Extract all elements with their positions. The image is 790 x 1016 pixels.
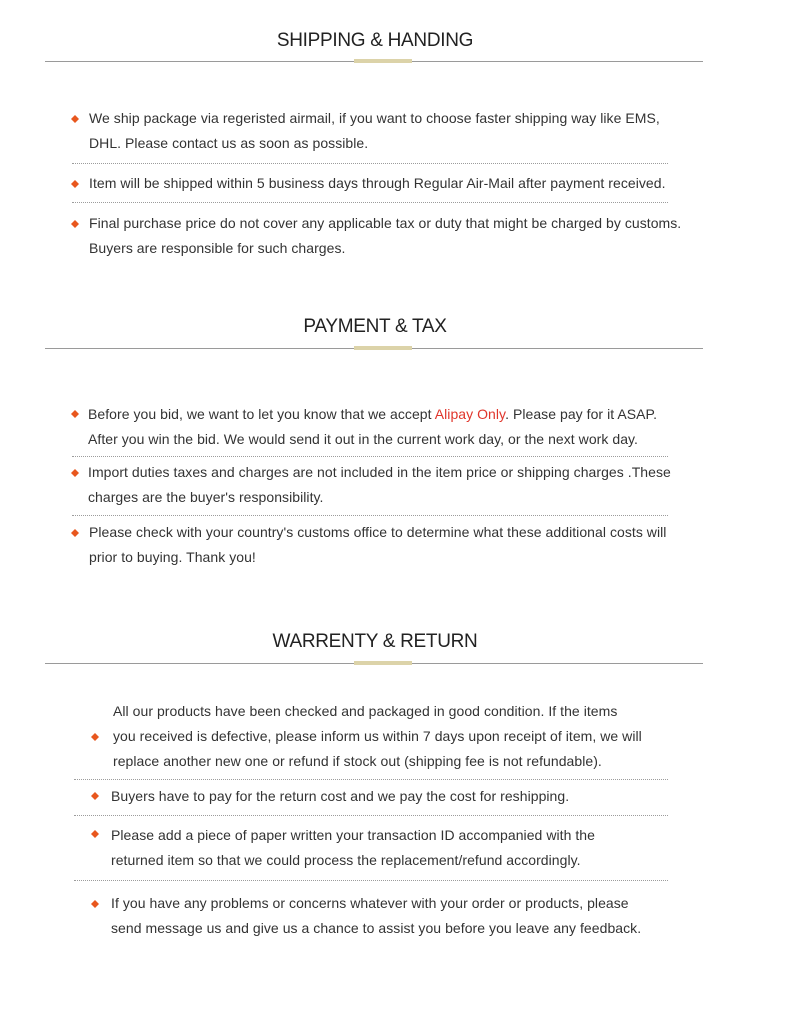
list-item	[89, 211, 681, 261]
list-item-line	[88, 402, 657, 427]
diamond-bullet-icon	[91, 733, 99, 741]
list-item-line: Item will be shipped within 5 business days through Regular Air-Mail after payment received.	[89, 175, 666, 191]
dotted-separator	[72, 202, 668, 203]
dotted-separator	[72, 456, 668, 457]
list-item	[111, 823, 595, 873]
dotted-separator	[74, 880, 668, 881]
diamond-bullet-icon	[91, 830, 99, 838]
diamond-bullet-icon	[71, 469, 79, 477]
list-item-line: If you have any problems or concerns whatever with your order or products, please	[111, 895, 629, 911]
list-item-line: After you win the bid. We would send it out in the current work day, or the next work day.	[88, 431, 638, 447]
list-item	[113, 699, 642, 774]
list-item-line: charges are the buyer's responsibility.	[88, 489, 324, 505]
list-item	[89, 171, 666, 196]
list-item-line: prior to buying. Thank you!	[89, 549, 256, 565]
shipping-section-title: SHIPPING & HANDING	[276, 30, 474, 51]
section-divider-accent	[354, 661, 412, 665]
list-item	[89, 106, 660, 156]
list-item-line: replace another new one or refund if stock out (shipping fee is not refundable).	[113, 753, 602, 769]
diamond-bullet-icon	[71, 180, 79, 188]
warranty-section-title: WARRENTY & RETURN	[272, 631, 478, 652]
list-item	[88, 460, 671, 510]
list-item-line: send message us and give us a chance to assist you before you leave any feedback.	[111, 920, 642, 936]
list-item-line: returned item so that we could process the replacement/refund accordingly.	[111, 852, 581, 868]
list-item-line: Final purchase price do not cover any applicable tax or duty that might be charged by customs.	[89, 215, 682, 231]
diamond-bullet-icon	[71, 529, 79, 537]
dotted-separator	[72, 515, 668, 516]
list-item-line: you received is defective, please inform us within 7 days upon receipt of item, we will	[113, 728, 642, 744]
diamond-bullet-icon	[71, 220, 79, 228]
diamond-bullet-icon	[91, 792, 99, 800]
list-item-line: Buyers are responsible for such charges.	[89, 240, 346, 256]
alipay-only-highlight: Alipay Only	[434, 406, 506, 422]
list-item	[111, 784, 569, 809]
list-item-line: We ship package via regeristed airmail, if you want to choose faster shipping way like EMS,	[89, 110, 660, 126]
diamond-bullet-icon	[71, 115, 79, 123]
list-item-line: All our products have been checked and packaged in good condition. If the items	[113, 703, 618, 719]
dotted-separator	[72, 163, 668, 164]
section-divider-accent	[354, 59, 412, 63]
list-item	[111, 891, 641, 941]
list-item-line: Please add a piece of paper written your transaction ID accompanied with the	[111, 827, 595, 843]
list-item-line: Please check with your country's customs office to determine what these additional costs will	[89, 524, 667, 540]
list-item-line: DHL. Please contact us as soon as possible.	[89, 135, 369, 151]
section-divider-accent	[354, 346, 412, 350]
list-item-text: . Please pay for it ASAP.	[505, 406, 658, 422]
dotted-separator	[74, 779, 668, 780]
list-item-line: Buyers have to pay for the return cost and we pay the cost for reshipping.	[111, 788, 570, 804]
list-item-line: Import duties taxes and charges are not included in the item price or shipping charges .These	[88, 464, 671, 480]
list-item	[89, 520, 666, 570]
list-item	[88, 402, 657, 452]
diamond-bullet-icon	[91, 900, 99, 908]
payment-section-title: PAYMENT & TAX	[303, 316, 447, 337]
list-item-text: Before you bid, we want to let you know that we accept	[88, 406, 435, 422]
dotted-separator	[74, 815, 668, 816]
diamond-bullet-icon	[71, 410, 79, 418]
